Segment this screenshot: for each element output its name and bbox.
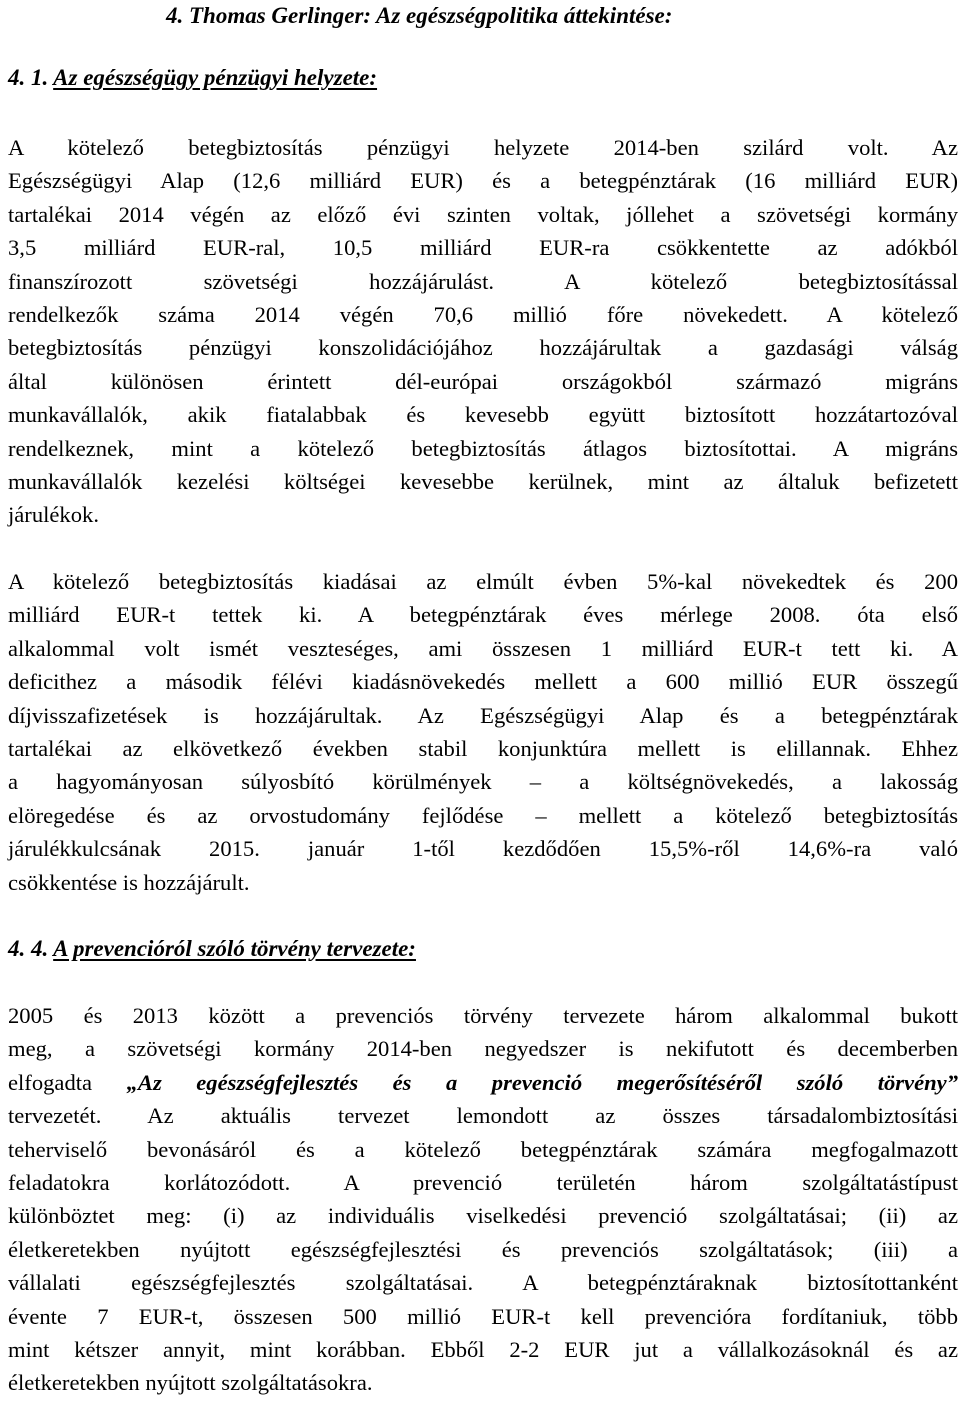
section-number: 4. 4. xyxy=(8,935,54,961)
text-line: életkeretekben nyújtott egészségfejlesztési és prevenciós szolgáltatások; (iii) a xyxy=(8,1236,958,1262)
text-line: Egészségügyi Alap (12,6 milliárd EUR) és a betegpénztárak (16 milliárd EUR) xyxy=(8,168,958,194)
chapter-heading: 4. Thomas Gerlinger: Az egészségpolitika áttekintése: xyxy=(166,3,673,28)
text-fragment: elfogadta xyxy=(8,1069,127,1095)
paragraph-prevention xyxy=(8,963,958,1400)
text-line: betegbiztosítás pénzügyi konszolidációjához hozzájárultak a gazdasági válság xyxy=(8,335,958,361)
law-title: „Az egészségfejlesztés és a prevenció megerősítéséről szóló törvény” xyxy=(126,1069,959,1095)
text-line: alkalommal volt ismét veszteséges, ami összesen 1 milliárd EUR-t tett ki. A xyxy=(8,635,958,661)
text-line: 3,5 milliárd EUR-ral, 10,5 milliárd EUR-ra csökkentette az adókból xyxy=(8,235,958,261)
text-line: teherviselő bevonásáról és a kötelező betegpénztárak számára megfogalmazott xyxy=(8,1136,958,1162)
text-line: díjvisszafizetések is hozzájárultak. Az Egészségügyi Alap és a betegpénztárak xyxy=(8,702,958,728)
text-line: munkavállalók, akik fiatalabbak és kevesebb együtt biztosított hozzátartozóval xyxy=(8,402,958,428)
text-line: csökkentése is hozzájárult. xyxy=(8,869,250,895)
text-line: A kötelező betegbiztosítás pénzügyi helyzete 2014-ben szilárd volt. Az xyxy=(8,135,958,160)
text-line: járulékok. xyxy=(8,502,99,528)
text-line: deficithez a második félévi kiadásnövekedés mellett a 600 millió EUR összegű xyxy=(8,669,958,695)
text-line: járulékkulcsának 2015. január 1-től kezdődően 15,5%-ről 14,6%-ra való xyxy=(8,836,958,862)
text-line: meg, a szövetségi kormány 2014-ben negyedszer is nekifutott és decemberben xyxy=(8,1036,958,1062)
text-line: tervezetét. Az aktuális tervezet lemondott az összes társadalombiztosítási xyxy=(8,1103,958,1129)
text-line: finanszírozott szövetségi hozzájárulást. A kötelező betegbiztosítással xyxy=(8,268,958,294)
text-line: feladatokra korlátozódott. A prevenció területén három szolgáltatástípust xyxy=(8,1169,958,1195)
text-line: életkeretekben nyújtott szolgáltatásokra. xyxy=(8,1370,373,1396)
text-line: mint kétszer annyit, mint korábban. Ebből 2-2 EUR jut a vállalkozásoknál és az xyxy=(8,1337,958,1362)
document-page xyxy=(8,0,958,1400)
text-line: által különösen érintett dél-európai országokból származó migráns xyxy=(8,368,958,394)
text-line: A kötelező betegbiztosítás kiadásai az elmúlt évben 5%-kal növekedtek és 200 xyxy=(8,568,958,594)
section-title: A prevencióról szóló törvény tervezete: xyxy=(53,935,416,961)
text-line xyxy=(8,1066,958,1099)
text-line: munkavállalók kezelési költségei kevesebbe kerülnek, mint az általuk befizetett xyxy=(8,469,958,495)
text-line: milliárd EUR-t tettek ki. A betegpénztárak éves mérlege 2008. óta első xyxy=(8,602,958,628)
text-line: 2005 és 2013 között a prevenciós törvény tervezete három alkalommal bukott xyxy=(8,1002,958,1028)
text-line: rendelkezők száma 2014 végén 70,6 millió főre növekedett. A kötelező xyxy=(8,302,958,328)
text-line: tartalékai 2014 végén az előző évi szinten voltak, jóllehet a szövetségi kormány xyxy=(8,201,958,227)
paragraph-finances xyxy=(8,92,958,532)
text-line: vállalati egészségfejlesztés szolgáltatásai. A betegpénztáraknak biztosítottanként xyxy=(8,1270,958,1296)
text-line: rendelkeznek, mint a kötelező betegbiztosítás átlagos biztosítottai. A migráns xyxy=(8,435,958,461)
section-number: 4. 1. xyxy=(8,65,54,90)
paragraph-expenditure xyxy=(8,532,958,899)
text-line: tartalékai az elkövetkező években stabil konjunktúra mellett is elillannak. Ehhez xyxy=(8,735,958,761)
text-line: a hagyományosan súlyosbító körülmények – a költségnövekedés, a lakosság xyxy=(8,769,958,795)
section-heading-4-1 xyxy=(8,30,958,92)
section-heading-4-4 xyxy=(8,899,958,963)
text-line: elöregedése és az orvostudomány fejlődése – mellett a kötelező betegbiztosítás xyxy=(8,802,958,828)
text-line: különböztet meg: (i) az individuális viselkedési prevenció szolgáltatásai; (ii) az xyxy=(8,1203,958,1229)
text-line: évente 7 EUR-t, összesen 500 millió EUR-t kell prevencióra fordítaniuk, több xyxy=(8,1303,958,1329)
section-title: Az egészségügy pénzügyi helyzete: xyxy=(53,65,378,90)
